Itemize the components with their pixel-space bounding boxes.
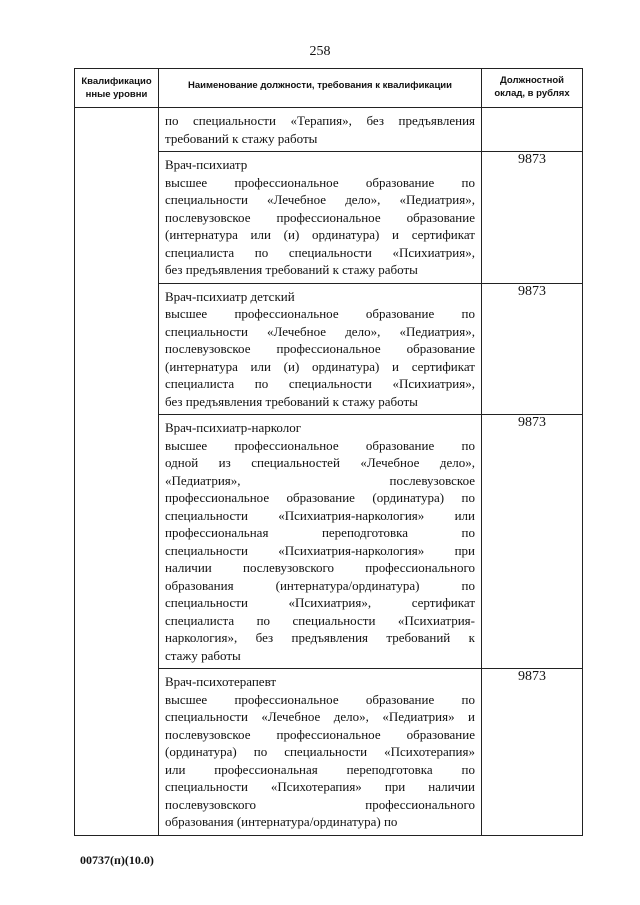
requirement-line: послевузовского профессионального	[165, 796, 475, 812]
requirement-line: специальности «Психиатрия-наркология» при	[165, 542, 475, 558]
position-title: Врач-психотерапевт	[165, 674, 277, 689]
position-title: Врач-психиатр	[165, 157, 248, 172]
requirement-line: специалиста по специальности «Психиатрия-	[165, 612, 475, 628]
requirement-line: образования (интернатура/ординатура) по	[165, 577, 475, 593]
requirement-line: или профессиональная переподготовка по	[165, 761, 475, 777]
requirement-line: требований к стажу работы	[165, 130, 318, 146]
position-title: Врач-психиатр детский	[165, 288, 295, 304]
position-description-cell	[159, 669, 482, 836]
requirement-line: специальности «Лечебное дело», «Педиатрия» и	[165, 709, 475, 724]
requirement-line: высшее профессиональное образование по	[165, 174, 475, 190]
requirement-line: одной из специальностей «Лечебное дело»,	[165, 455, 475, 470]
qualification-level-cell	[75, 108, 159, 152]
position-description-cell	[159, 152, 482, 284]
table-row	[75, 415, 583, 669]
salary-cell	[482, 152, 583, 284]
requirement-line: специальности «Психиатрия», сертификат	[165, 595, 475, 610]
requirement-line: наличии послевузовского профессионального	[165, 560, 475, 575]
requirement-line: послевузовское профессиональное образование	[165, 209, 475, 225]
table-row	[75, 283, 583, 415]
page-number: 258	[309, 44, 331, 59]
salary-cell	[482, 108, 583, 152]
requirement-line: по специальности «Терапия», без предъявления	[165, 113, 475, 128]
position-description-cell	[159, 415, 482, 669]
table-body	[75, 108, 583, 836]
requirement-line: послевузовское профессиональное образование	[165, 341, 475, 356]
qualification-level-cell	[75, 669, 159, 836]
header-name: Наименование должности, требования к квалификации	[159, 69, 482, 108]
position-title: Врач-психиатр-нарколог	[165, 420, 302, 435]
table-row	[75, 669, 583, 836]
requirement-line: специальности «Лечебное дело», «Педиатрия»,	[165, 192, 475, 207]
header-levels: Квалификацио нные уровни	[75, 69, 159, 108]
requirement-line: (ординатура) по специальности «Психотерапия»	[165, 744, 475, 759]
qualification-level-cell	[75, 415, 159, 669]
salary-cell	[482, 283, 583, 415]
position-description-cell	[159, 283, 482, 415]
requirement-line: без предъявления требований к стажу работы	[165, 262, 418, 277]
table-row	[75, 108, 583, 152]
salary-cell	[482, 669, 583, 836]
requirement-line: высшее профессиональное образование по	[165, 437, 475, 453]
requirement-line: стажу работы	[165, 647, 241, 663]
requirement-line: образования (интернатура/ординатура) по	[165, 814, 398, 829]
salary-value: 9873	[518, 152, 546, 167]
document-code: 00737(п)(10.0)	[80, 853, 154, 867]
requirement-line: «Педиатрия», послевузовское	[165, 472, 475, 488]
requirement-line: высшее профессиональное образование по	[165, 691, 475, 707]
table-row	[75, 152, 583, 284]
header-salary: Должностной оклад, в рублях	[482, 69, 583, 108]
qualification-table	[74, 68, 583, 836]
salary-value: 9873	[518, 669, 546, 684]
requirement-line: наркология», без предъявления требований к	[165, 630, 475, 645]
requirement-line: профессиональная переподготовка по	[165, 525, 475, 540]
salary-cell	[482, 415, 583, 669]
qualification-level-cell	[75, 152, 159, 284]
requirement-line: (интернатура или (и) ординатура) и сертификат	[165, 358, 475, 374]
qualification-level-cell	[75, 283, 159, 415]
requirement-line: профессиональное образование (ординатура) по	[165, 490, 475, 505]
requirement-line: высшее профессиональное образование по	[165, 306, 475, 321]
requirement-line: специальности «Психиатрия-наркология» или	[165, 507, 475, 523]
requirement-line: специальности «Психотерапия» при наличии	[165, 779, 475, 794]
requirement-line: специалиста по специальности «Психиатрия»,	[165, 376, 475, 391]
salary-value: 9873	[518, 283, 546, 299]
requirement-line: специалиста по специальности «Психиатрия»,	[165, 244, 475, 260]
requirement-line: без предъявления требований к стажу работы	[165, 393, 418, 409]
salary-value: 9873	[518, 415, 546, 430]
requirement-line: специальности «Лечебное дело», «Педиатрия»,	[165, 323, 475, 339]
position-description-cell	[159, 108, 482, 152]
table-header-row	[75, 69, 583, 108]
requirement-line: (интернатура или (и) ординатура) и сертификат	[165, 227, 475, 242]
requirement-line: послевузовское профессиональное образование	[165, 726, 475, 742]
